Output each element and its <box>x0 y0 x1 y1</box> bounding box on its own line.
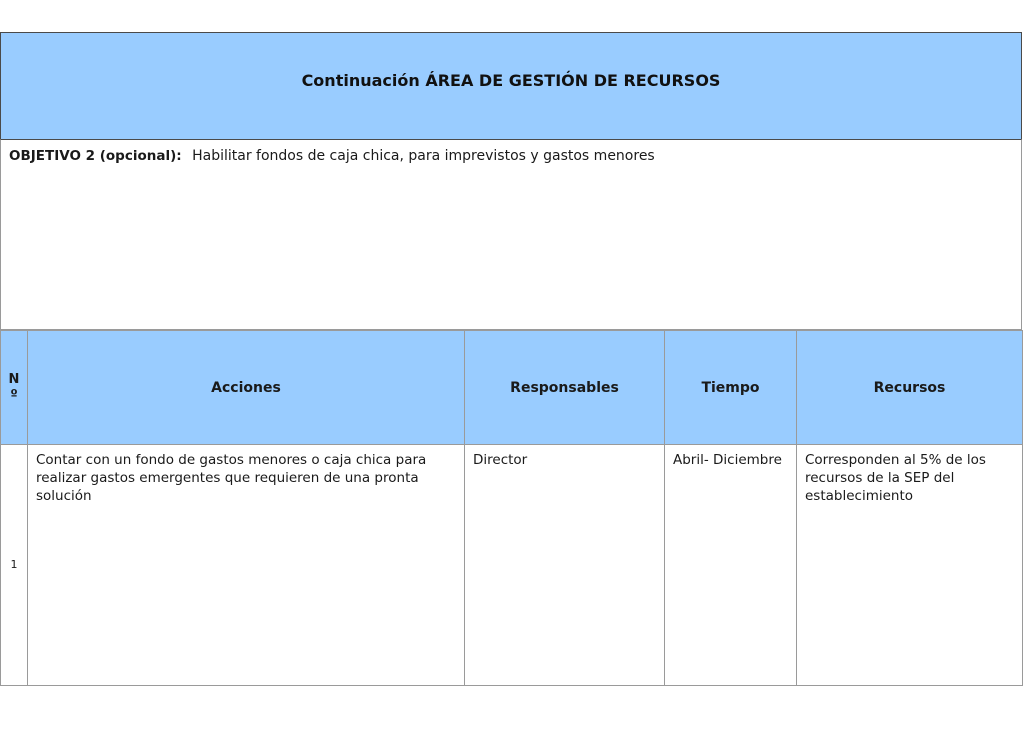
actions-table <box>0 330 1023 686</box>
table-header-row <box>1 331 1023 445</box>
section-title: Continuación ÁREA DE GESTIÓN DE RECURSOS <box>301 70 721 90</box>
document-page <box>0 32 1022 686</box>
cell-acciones: Contar con un fondo de gastos menores o caja chica para realizar gastos emergentes que requieren de una pronta solución <box>28 445 465 686</box>
column-header-acciones: Acciones <box>28 331 465 445</box>
column-header-number-line1: N <box>8 371 20 387</box>
cell-number: 1 <box>1 445 28 686</box>
column-header-tiempo: Tiempo <box>665 331 797 445</box>
objective-box <box>0 139 1022 330</box>
table-row <box>1 445 1023 686</box>
cell-tiempo: Abril- Diciembre <box>665 445 797 686</box>
cell-recursos: Corresponden al 5% de los recursos de la SEP del establecimiento <box>797 445 1023 686</box>
cell-responsables: Director <box>465 445 665 686</box>
column-header-number <box>1 331 28 445</box>
column-header-number-line2: º <box>10 387 18 403</box>
column-header-responsables: Responsables <box>465 331 665 445</box>
objective-text: Habilitar fondos de caja chica, para imprevistos y gastos menores <box>192 148 655 164</box>
section-title-box <box>0 32 1022 139</box>
objective-label: OBJETIVO 2 (opcional): <box>9 148 182 164</box>
column-header-recursos: Recursos <box>797 331 1023 445</box>
